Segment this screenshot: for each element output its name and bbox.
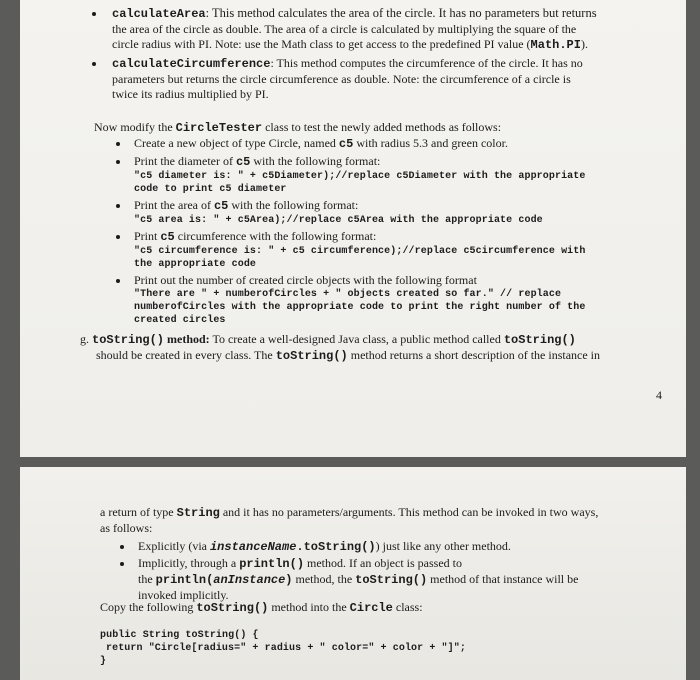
text: Explicitly (via xyxy=(138,539,210,553)
code: anInstance xyxy=(213,573,286,587)
bullet-calculate-area xyxy=(112,6,672,53)
text: with the following format: xyxy=(228,198,359,212)
code-line: created circles xyxy=(134,315,226,326)
method-name: calculateArea xyxy=(112,7,206,21)
code-math-pi: Math.PI xyxy=(530,38,581,52)
list-item xyxy=(138,556,668,603)
code: c5 xyxy=(235,155,251,169)
modify-intro xyxy=(94,120,674,136)
text: Create a new object of type Circle, named xyxy=(134,136,339,150)
list-item xyxy=(134,154,674,196)
code: String xyxy=(176,506,220,520)
bullet-dot xyxy=(116,279,120,283)
text: Print xyxy=(134,229,161,243)
list-item xyxy=(134,273,674,327)
text: circumference with the following format: xyxy=(174,229,377,243)
code: toString() xyxy=(355,573,428,587)
tester-list xyxy=(134,136,674,327)
code-line: "c5 area is: " + c5Area);//replace c5Area with the appropriate code xyxy=(134,215,543,226)
text: Print the area of xyxy=(134,198,214,212)
text: class: xyxy=(392,600,423,614)
text: as follows: xyxy=(100,521,153,535)
code: Circle xyxy=(349,601,393,615)
list-item xyxy=(134,198,674,227)
code: instanceName xyxy=(209,540,297,554)
code: println( xyxy=(155,573,214,587)
code-line: the appropriate code xyxy=(134,259,257,270)
text: : This method computes the circumference of the circle. It has no xyxy=(270,56,583,70)
page-number: 4 xyxy=(656,388,662,402)
code-line: "c5 diameter is: " + c5Diameter);//replace c5Diameter with the appropriate xyxy=(134,171,586,182)
list-item xyxy=(138,539,668,555)
code: c5 xyxy=(160,230,175,244)
section-g xyxy=(80,332,680,364)
method-name: calculateCircumference xyxy=(112,57,271,71)
text: invoked implicitly. xyxy=(138,588,229,602)
bullet-dot xyxy=(116,235,120,239)
code: ) xyxy=(285,573,293,587)
code: c5 xyxy=(213,199,229,213)
copy-instruction xyxy=(100,600,670,616)
bullet-dot xyxy=(92,62,96,66)
code: toString() xyxy=(503,333,576,347)
code-line: numberofCircles with the appropriate code to print the right number of the xyxy=(134,302,586,313)
code-line: public String toString() { xyxy=(100,630,259,641)
text: method into the xyxy=(268,600,350,614)
text: Copy the following xyxy=(100,600,197,614)
bullet-dot xyxy=(120,562,124,566)
text: method: xyxy=(164,332,210,346)
text: circle radius with PI. Note: use the Math class to get access to the predefined PI value ( xyxy=(112,37,531,51)
text: parameters but returns the circle circumference as double. Note: the circumference of a circle is xyxy=(112,72,571,86)
list-item xyxy=(134,229,674,271)
class-name: CircleTester xyxy=(175,121,263,135)
code: .toString() xyxy=(296,540,376,554)
text: method, the xyxy=(292,572,356,586)
code-line: return "Circle[radius=" + radius + " color=" + color + "]"; xyxy=(106,643,466,654)
code: toString() xyxy=(196,601,269,615)
code: toString() xyxy=(275,349,348,363)
code-line: "c5 circumference is: " + c5 circumference);//replace c5circumference with xyxy=(134,246,586,257)
text: should be created in every class. The xyxy=(96,348,276,362)
text: method returns a short description of the instance in xyxy=(347,348,601,362)
text: twice its radius multiplied by PI. xyxy=(112,87,269,101)
bullet-dot xyxy=(92,12,96,16)
text: Now modify the xyxy=(94,120,176,134)
list-item xyxy=(134,136,674,152)
text: Print the diameter of xyxy=(134,154,236,168)
code: toString() xyxy=(92,333,165,347)
text: method of that instance will be xyxy=(427,572,579,586)
code-line: } xyxy=(100,656,107,667)
text: the area of the circle as double. The area of a circle is calculated by multiplying the square of the xyxy=(112,22,577,36)
document-page-bottom xyxy=(20,467,686,680)
text: To create a well-designed Java class, a public method called xyxy=(209,332,504,346)
text: method. If an object is passed to xyxy=(304,556,462,570)
text: the xyxy=(138,572,156,586)
code: c5 xyxy=(338,137,354,151)
tostring-description xyxy=(100,505,670,536)
text: : xyxy=(205,6,212,20)
code-block xyxy=(100,629,670,668)
code: println() xyxy=(239,557,305,571)
bullet-calculate-circumference xyxy=(112,56,672,102)
text: ) just like any other method. xyxy=(375,539,511,553)
text: and it has no parameters/arguments. This method can be invoked in two ways, xyxy=(219,505,599,519)
invoke-list xyxy=(138,539,668,603)
text: Print out the number of created circle objects with the following format xyxy=(134,273,477,287)
text: ). xyxy=(580,37,588,51)
text: with radius 5.3 and green color. xyxy=(353,136,508,150)
text: Implicitly, through a xyxy=(138,556,240,570)
document-page-top xyxy=(20,0,686,457)
bullet-dot xyxy=(116,142,120,146)
bullet-dot xyxy=(120,545,124,549)
text: a return of type xyxy=(100,505,177,519)
text: This method calculates the area of the circle. It has no parameters but returns xyxy=(212,6,597,20)
text: with the following format: xyxy=(250,154,381,168)
bullet-dot xyxy=(116,160,120,164)
code-line: code to print c5 diameter xyxy=(134,184,287,195)
bullet-dot xyxy=(116,204,120,208)
section-label: g. xyxy=(80,332,89,346)
code-line: "There are " + numberofCircles + " objects created so far." // replace xyxy=(134,289,562,300)
text: class to test the newly added methods as follows: xyxy=(262,120,502,134)
